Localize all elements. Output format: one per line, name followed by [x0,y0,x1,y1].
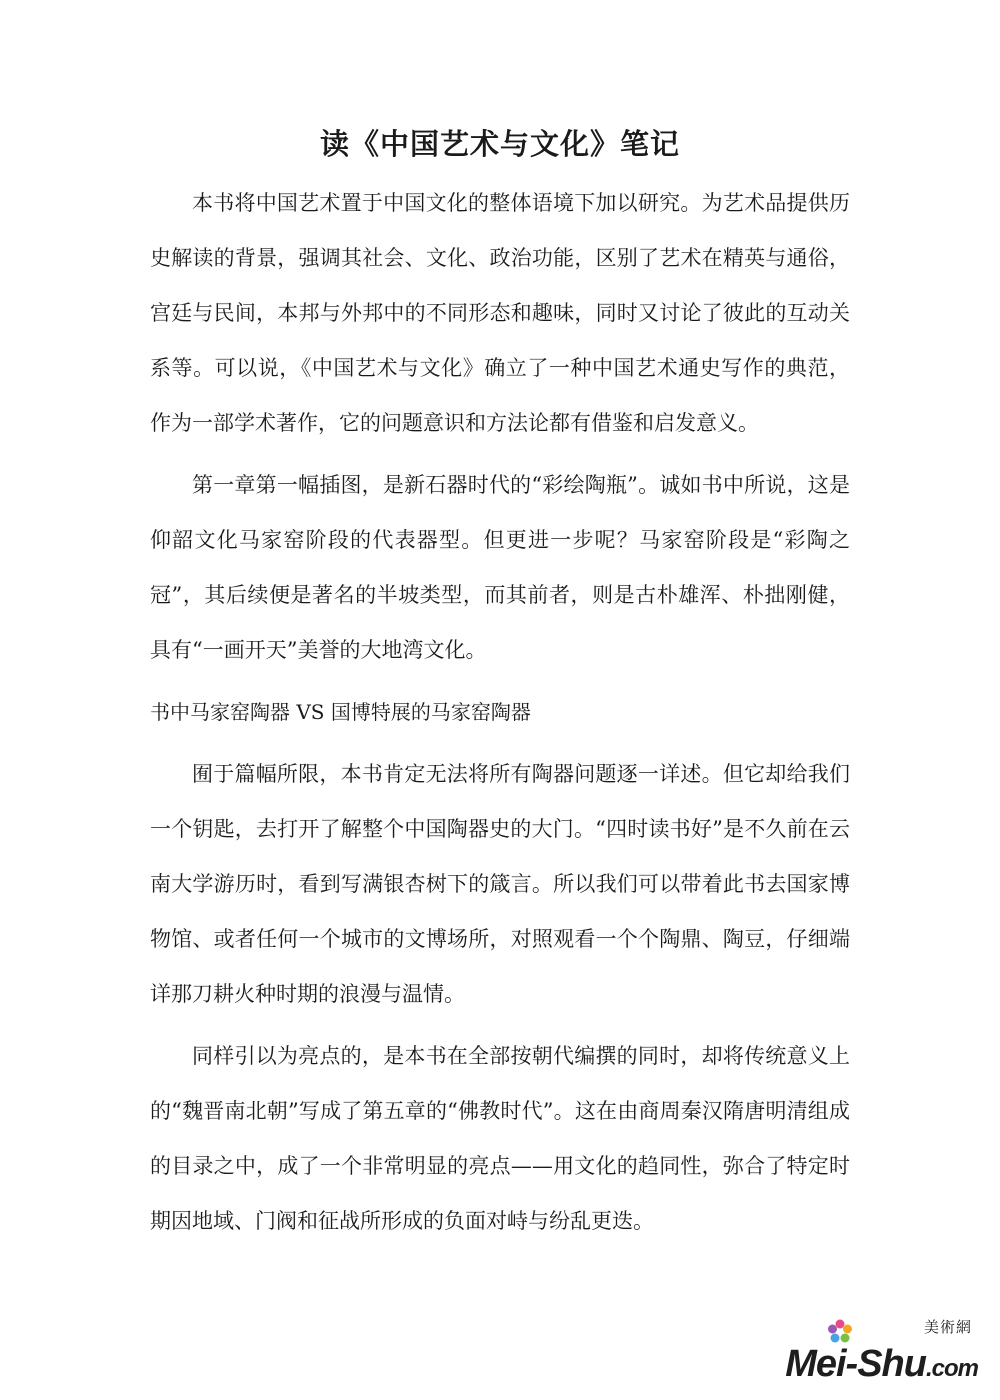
section-subheading: 书中马家窑陶器 VS 国博特展的马家窑陶器 [150,700,531,724]
watermark-logo-suffix: .com [925,1355,978,1382]
paragraph-1: 本书将中国艺术置于中国文化的整体语境下加以研究。为艺术品提供历史解读的背景，强调其社会、文化、政治功能，区别了艺术在精英与通俗，宫廷与民间，本邦与外邦中的不同形态和趣味，同时又讨论了彼此的互动关系等。可以说，《中国艺术与文化》确立了一种中国艺术通史写作的典范，作为一部学术著作，它的问题意识和方法论都有借鉴和启发意义。 [150,191,850,435]
watermark-chinese-name: 美術網 [923,1318,972,1336]
site-watermark [758,1316,978,1386]
paragraph-4: 同样引以为亮点的，是本书在全部按朝代编撰的同时，却将传统意义上的“魏晋南北朝”写成了第五章的“佛教时代”。这在由商周秦汉隋唐明清组成的目录之中，成了一个非常明显的亮点——用文化的趋同性，弥合了特定时期因地域、门阀和征战所形成的负面对峙与纷乱更迭。 [150,1044,850,1233]
watermark-logo [785,1343,978,1386]
flower-logo-icon [826,1318,854,1346]
document-title: 读《中国艺术与文化》笔记 [319,127,680,161]
paragraph-2: 第一章第一幅插图，是新石器时代的“彩绘陶瓶”。诚如书中所说，这是仰韶文化马家窑阶段的代表器型。但更进一步呢？马家窑阶段是“彩陶之冠”，其后续便是著名的半坡类型，而其前者，则是古朴雄浑、朴拙刚健，具有“一画开天”美誉的大地湾文化。 [150,473,850,662]
watermark-logo-text: Mei-Shu [785,1343,926,1385]
document-body [150,176,850,1249]
paragraph-3: 囿于篇幅所限，本书肯定无法将所有陶器问题逐一详述。但它却给我们一个钥匙，去打开了解整个中国陶器史的大门。“四时读书好”是不久前在云南大学游历时，看到写满银杏树下的箴言。所以我们可以带着此书去国家博物馆、或者任何一个城市的文博场所，对照观看一个个陶鼎、陶豆，仔细端详那刀耕火种时期的浪漫与温情。 [150,762,850,1006]
